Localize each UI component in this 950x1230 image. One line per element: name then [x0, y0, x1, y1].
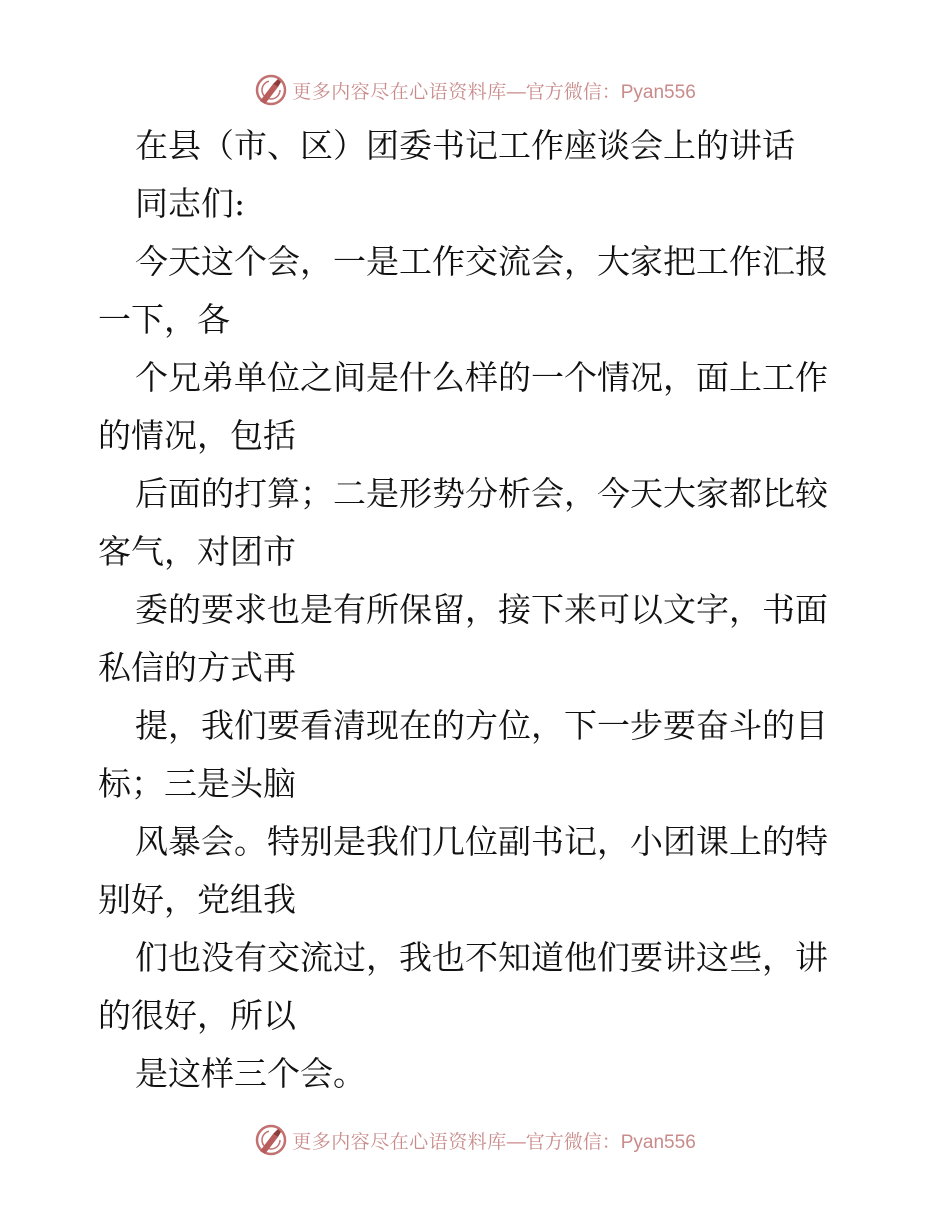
text-line: 委的要求也是有所保留，接下来可以文字，书面 [135, 590, 828, 629]
text-line: 后面的打算；二是形势分析会，今天大家都比较 [135, 474, 828, 513]
text-line: 私信的方式再 [98, 648, 296, 687]
salutation: 同志们: [135, 184, 246, 223]
text-line: 今天这个会，一是工作交流会，大家把工作汇报 [135, 242, 828, 281]
text-line: 个兄弟单位之间是什么样的一个情况，面上工作 [135, 358, 828, 397]
document-title: 在县（市、区）团委书记工作座谈会上的讲话 [135, 126, 795, 165]
text-line: 提，我们要看清现在的方位，下一步要奋斗的目 [135, 706, 828, 745]
pen-logo-icon [254, 1123, 288, 1157]
header-contact-text: —官方微信：Pyan556 [506, 81, 696, 103]
header-watermark [0, 70, 950, 110]
footer-watermark [0, 1120, 950, 1160]
footer-contact-text: —官方微信：Pyan556 [506, 1131, 696, 1153]
text-line: 客气，对团市 [98, 532, 296, 571]
text-line: 风暴会。特别是我们几位副书记，小团课上的特 [135, 822, 828, 861]
text-line: 的情况，包括 [98, 416, 296, 455]
text-line: 别好，党组我 [98, 880, 296, 919]
text-line: 一下，各 [98, 300, 230, 339]
header-brand-text: 更多内容尽在心语资料库 [292, 80, 507, 103]
text-line: 是这样三个会。 [135, 1054, 366, 1093]
footer-brand-text: 更多内容尽在心语资料库 [292, 1130, 507, 1153]
document-body [98, 117, 858, 1103]
text-line: 的很好，所以 [98, 996, 296, 1035]
pen-logo-icon [254, 73, 288, 107]
text-line: 们也没有交流过，我也不知道他们要讲这些，讲 [135, 938, 828, 977]
text-line: 标；三是头脑 [98, 764, 296, 803]
